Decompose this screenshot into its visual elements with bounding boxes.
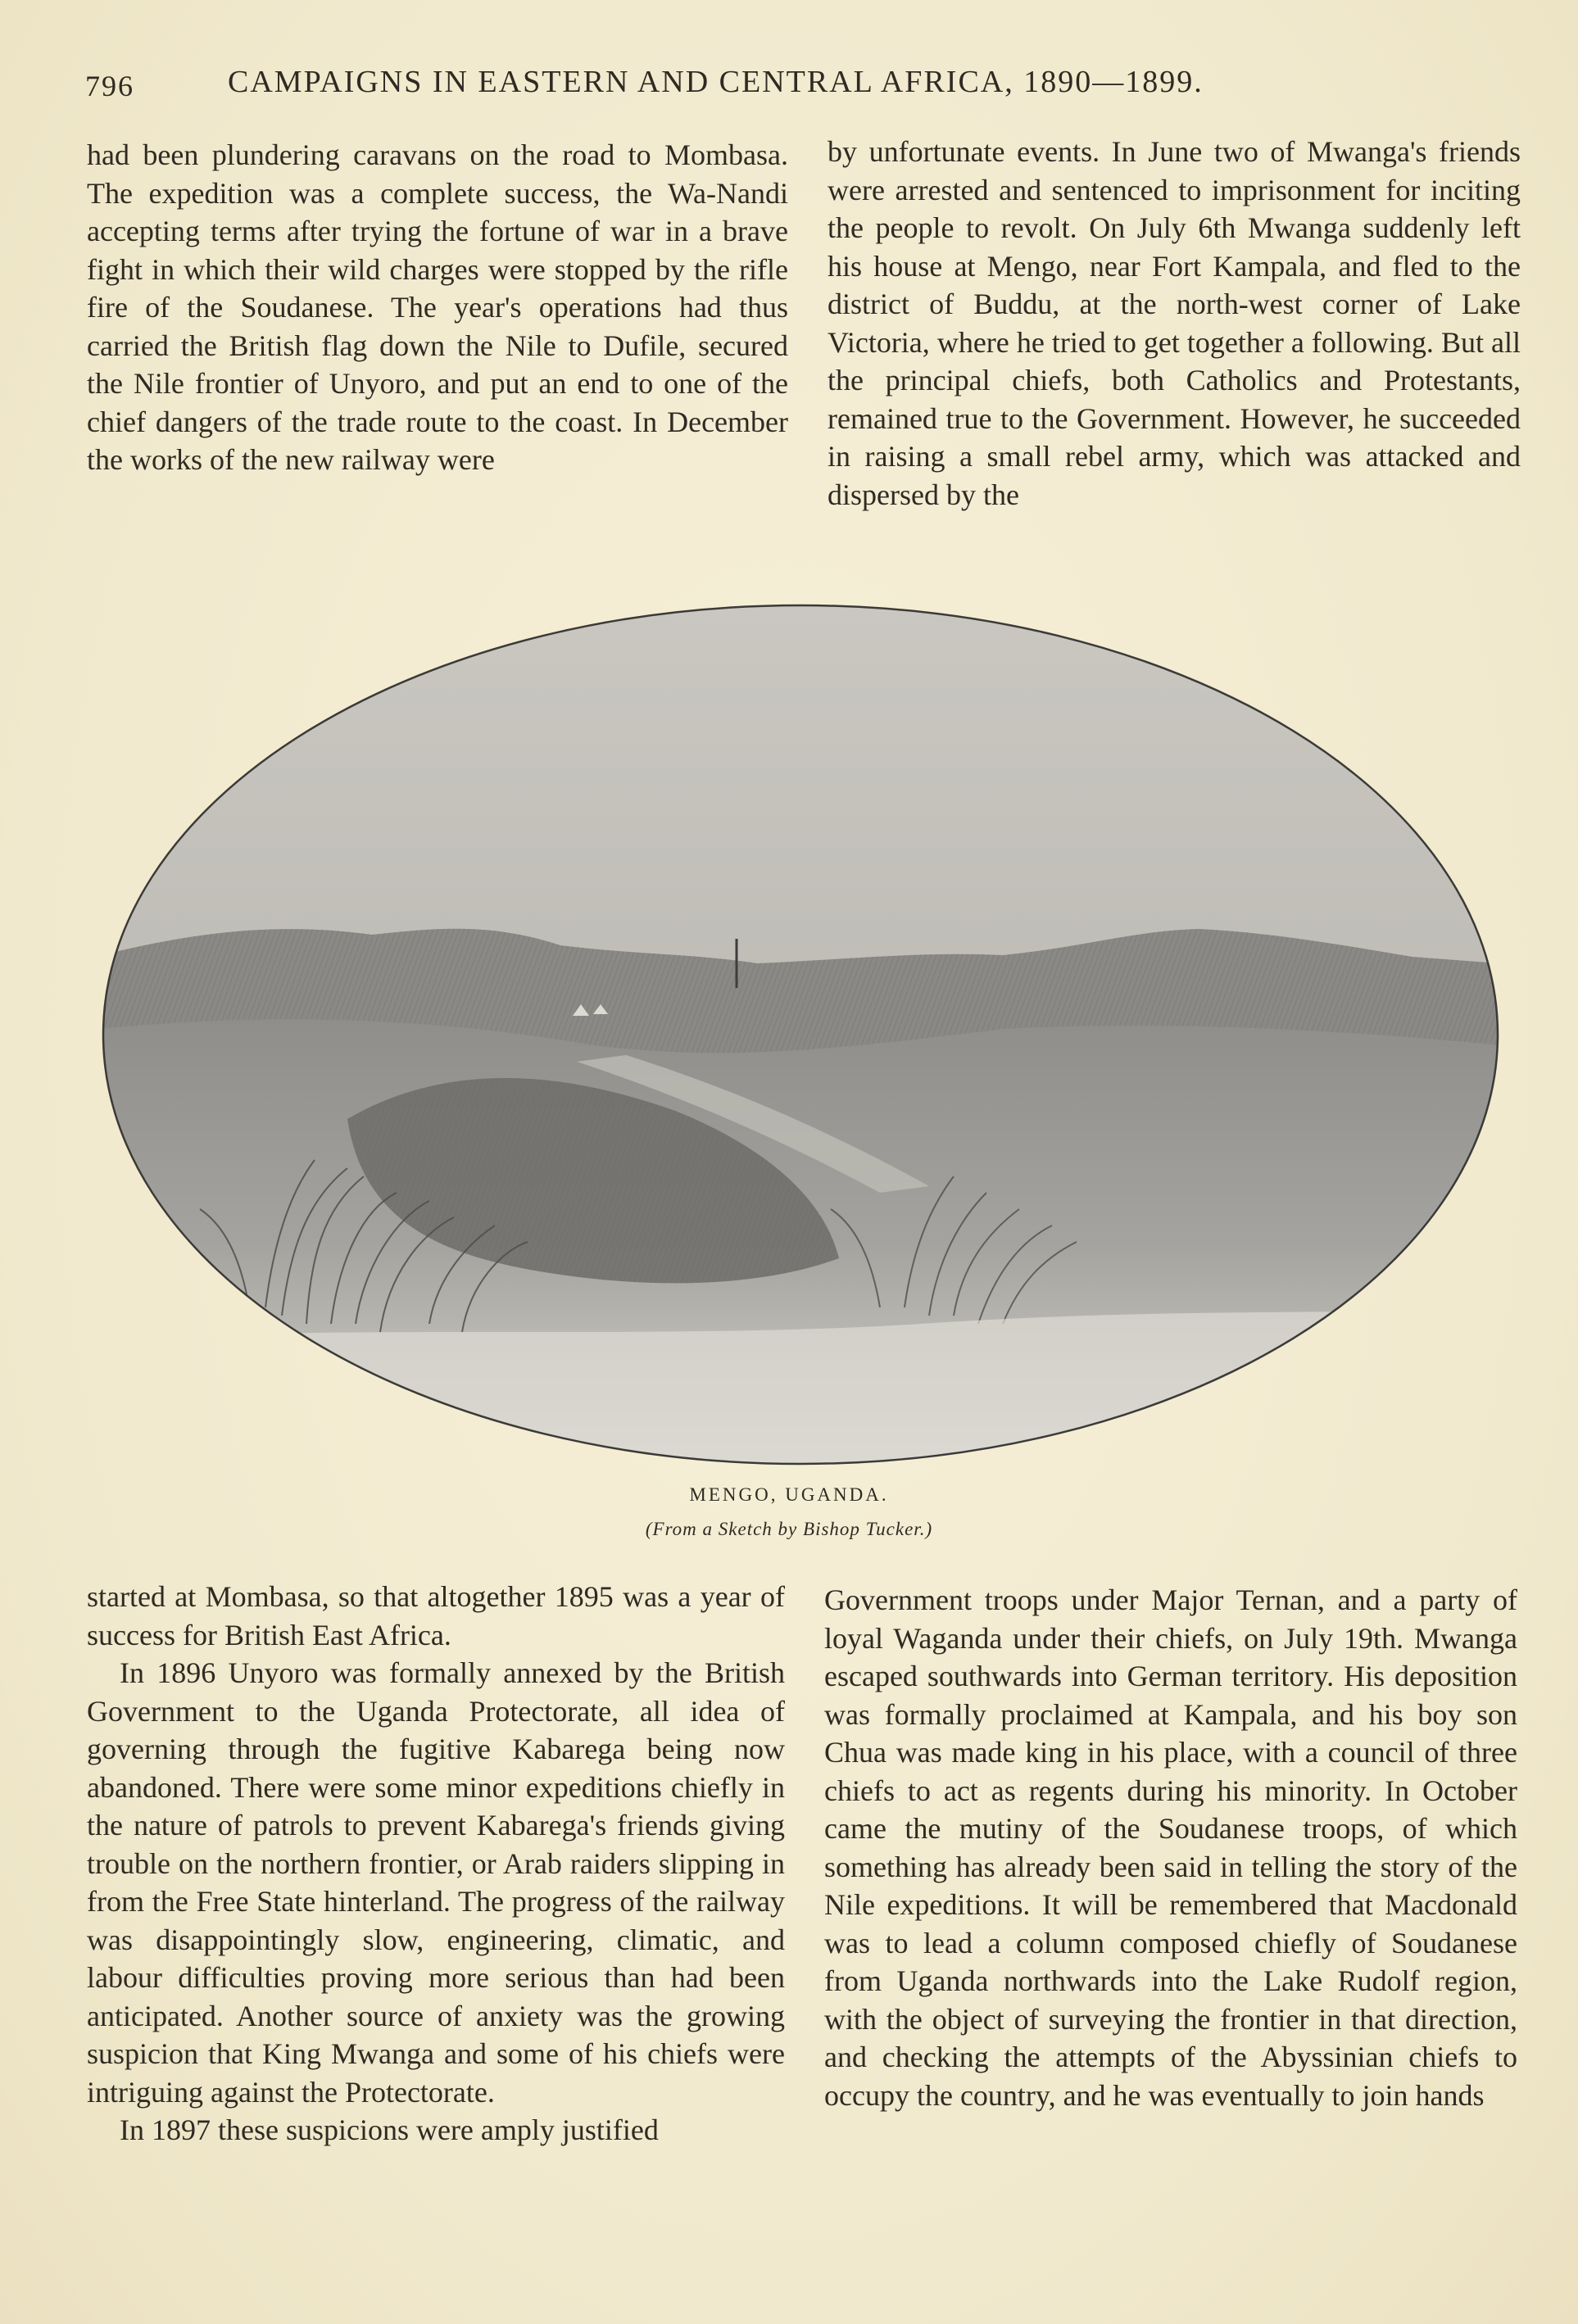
text-column-bottom-left [87,1578,785,2150]
figure-caption-title: MENGO, UGANDA. [689,1484,889,1505]
figure-caption-credit: (From a Sketch by Bishop Tucker.) [645,1519,933,1539]
page-number: 796 [85,70,134,102]
running-title: CAMPAIGNS IN EASTERN AND CENTRAL AFRICA, 1890—1899. [228,65,1204,99]
text-column-top-left [87,136,788,479]
paragraph: had been plundering caravans on the road to Mombasa. The expedition was a complete success, the Wa-Nandi accepting terms after trying the fortune of war in a brave fight in which their wild charges were stopped by the rifle fire of the Soudanese. The year's operations had thus carried the British flag down the Nile to Dufile, secured the Nile frontier of Unyoro, and put an end to one of the chief dangers of the trade route to the coast. In December the works of the new railway were [87,138,788,476]
paragraph: started at Mombasa, so that altogether 1895 was a year of success for British East Africa. [87,1580,785,1651]
paragraph: Government troops under Major Ternan, and a party of loyal Waganda under their chiefs, on July 19th. Mwanga escaped southwards into German territory. His deposition was formally proclaimed at Kampala, and his boy son Chua was made king in his place, with a council of three chiefs to act as regents during his minority. In October came the mutiny of the Soudanese troops, of which something has already been said in telling the story of the Nile expeditions. It will be remembered that Macdonald was to lead a column composed chiefly of Soudanese from Uganda northwards into the Lake Rudolf region, with the object of surveying the frontier in that direction, and checking the attempts of the Abyssinian chiefs to occupy the country, and he was eventually to join hands [824,1583,1517,2112]
paragraph: In 1897 these suspicions were amply justified [120,2113,659,2146]
text-column-bottom-right [824,1581,1517,2114]
text-column-top-right [828,133,1521,514]
page-header [85,64,1527,113]
illustration-mengo-uganda [102,603,1499,1466]
paragraph: In 1896 Unyoro was formally annexed by the British Government to the Uganda Protectorate, all idea of governing through the fugitive Kabarega being now abandoned. There were some minor expeditions chiefly in the nature of patrols to prevent Kabarega's friends giving trouble on the northern frontier, or Arab raiders slipping in from the Free State hinterland. The progress of the railway was disappointingly slow, engineering, climatic, and labour difficulties proving more serious than had been anticipated. Another source of anxiety was the growing suspicion that King Mwanga and some of his chiefs were intriguing against the Protectorate. [87,1656,785,2109]
engraving-image [102,603,1499,1466]
paragraph: by unfortunate events. In June two of Mwanga's friends were arrested and sentenced to imprisonment for inciting the people to revolt. On July 6th Mwanga suddenly left his house at Mengo, near Fort Kampala, and fled to the district of Buddu, at the north-west corner of Lake Victoria, where he tried to get together a following. But all the principal chiefs, both Catholics and Protestants, remained true to the Government. However, he succeeded in raising a small rebel army, which was attacked and dispersed by the [828,135,1521,511]
